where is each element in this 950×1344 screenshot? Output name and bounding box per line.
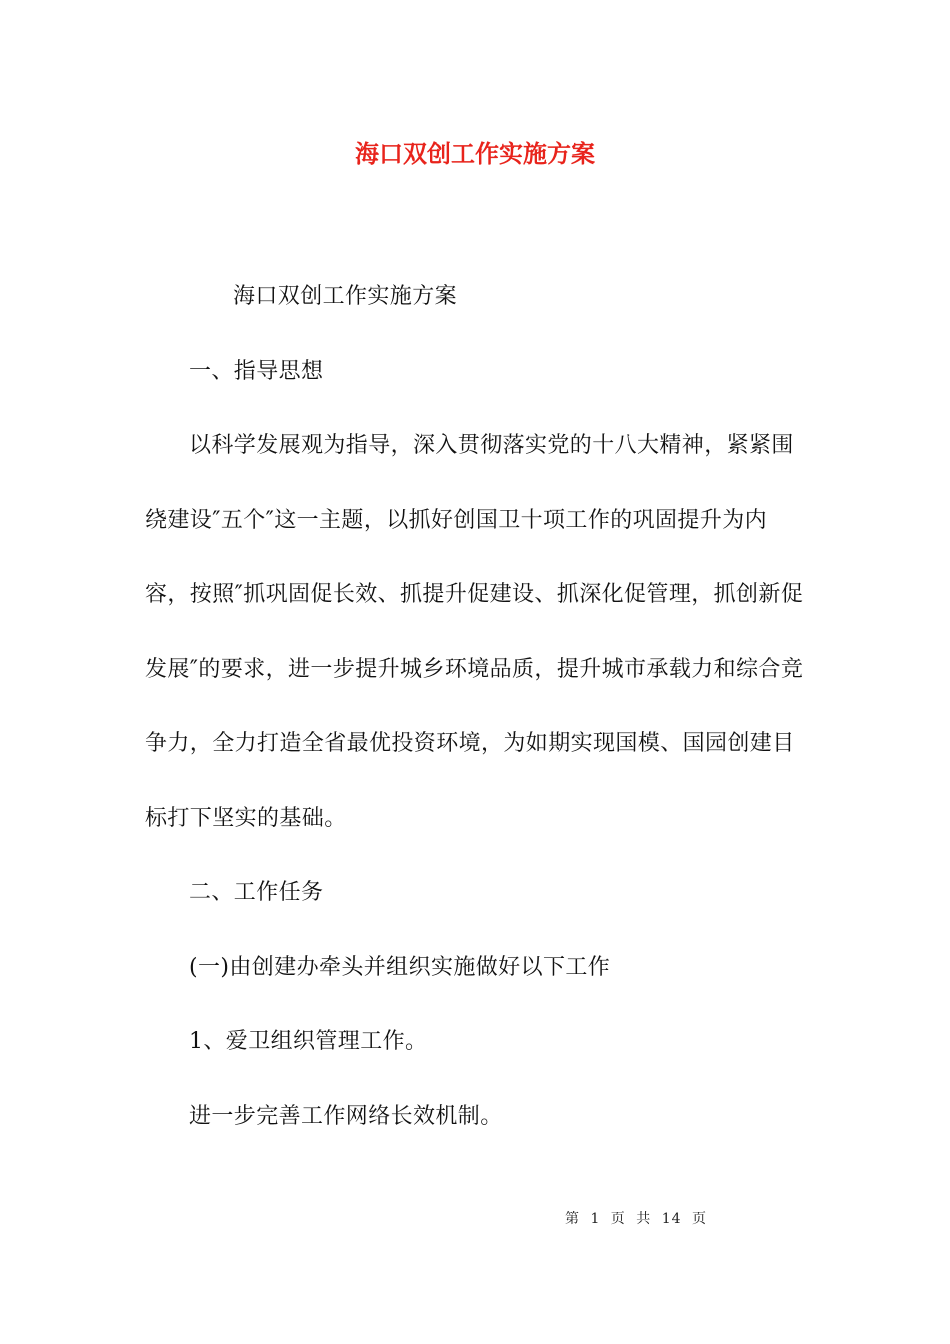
document-body xyxy=(145,260,810,1154)
paragraph-network-mechanism: 进一步完善工作网络长效机制。 xyxy=(189,1103,503,1129)
page-number-footer: 第 1 页 共 14 页 xyxy=(565,1211,707,1227)
subsection-heading-1: (一)由创建办牵头并组织实施做好以下工作 xyxy=(189,954,611,980)
paragraph-guiding-ideology: 以科学发展观为指导，深入贯彻落实党的十八大精神，紧紧围绕建设″五个″这一主题，以抓好创国卫十项工作的巩固提升为内容，按照″抓巩固促长效、抓提升促建设、抓深化促管理，抓创新促发展″的要求，进一步提升城乡环境品质，提升城市承载力和综合竞争力，全力打造全省最优投资环境，为如期实现国模、国园创建目标打下坚实的基础。 xyxy=(145,433,804,831)
section-heading-guiding-ideology: 一、指导思想 xyxy=(189,358,324,384)
section-heading-work-tasks: 二、工作任务 xyxy=(189,880,324,905)
body-subtitle: 海口双创工作实施方案 xyxy=(233,284,458,309)
document-title: 海口双创工作实施方案 xyxy=(355,139,595,168)
item-heading-1: 1、爱卫组织管理工作。 xyxy=(189,1029,428,1054)
